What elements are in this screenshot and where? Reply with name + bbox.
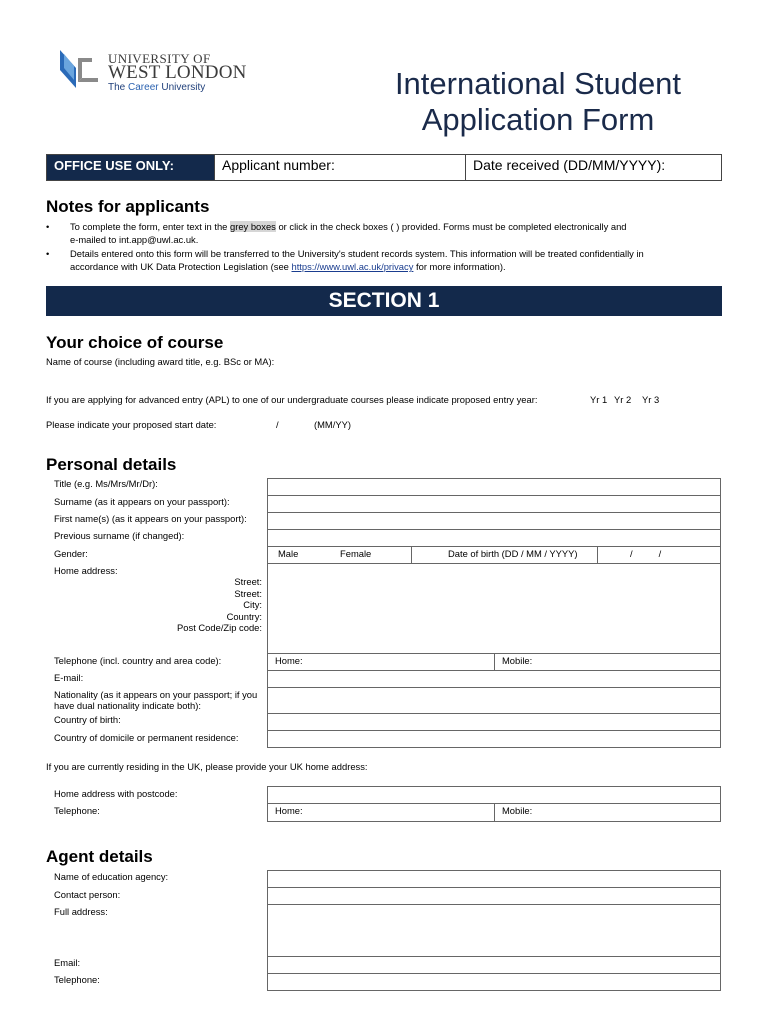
- university-logo-mark: [58, 48, 102, 92]
- divider: [494, 803, 495, 822]
- street1-label: Street:: [234, 576, 262, 587]
- dob-input[interactable]: / /: [630, 548, 662, 559]
- birth-country-label: Country of birth:: [54, 714, 121, 725]
- apl-label: If you are applying for advanced entry (APL) to one of our undergraduate courses please indicate proposed entry year:: [46, 394, 538, 405]
- logo-west-london: WEST LONDON: [108, 62, 247, 83]
- note-2: • Details entered onto this form will be transferred to the University's student records system. This information will be treated confidentially in accordance with UK Data Protection Legislation (see https://www.uwl.ac.uk/privacy for more information).: [46, 248, 644, 272]
- previous-surname-label: Previous surname (if changed):: [54, 530, 185, 541]
- privacy-link[interactable]: https://www.uwl.ac.uk/privacy: [291, 261, 414, 272]
- surname-input[interactable]: [267, 495, 721, 513]
- logo-university-of: UNIVERSITY OF: [108, 51, 211, 66]
- form-title: International Student Application Form: [394, 66, 682, 137]
- gender-female-option[interactable]: Female: [340, 548, 372, 559]
- agency-name-label: Name of education agency:: [54, 871, 169, 882]
- home-address-label: Home address:: [54, 565, 118, 576]
- agent-telephone-label: Telephone:: [54, 974, 100, 985]
- nationality-label-2: have dual nationality indicate both):: [54, 700, 201, 711]
- agent-telephone-input[interactable]: [267, 973, 721, 991]
- start-date-slash: /: [276, 419, 279, 430]
- applicant-number-field[interactable]: Applicant number:: [214, 155, 465, 180]
- course-name-label: Name of course (including award title, e.g. BSc or MA):: [46, 356, 275, 367]
- email-input[interactable]: [267, 670, 721, 688]
- date-received-field[interactable]: Date received (DD/MM/YYYY):: [465, 155, 721, 180]
- street2-label: Street:: [234, 588, 262, 599]
- surname-label: Surname (as it appears on your passport):: [54, 496, 230, 507]
- agency-name-input[interactable]: [267, 870, 721, 888]
- section-1-header: SECTION 1: [46, 286, 722, 316]
- agent-address-label: Full address:: [54, 906, 108, 917]
- city-label: City:: [243, 599, 262, 610]
- contact-person-input[interactable]: [267, 887, 721, 905]
- uk-address-intro: If you are currently residing in the UK, please provide your UK home address:: [46, 761, 368, 772]
- logo-tagline: The Career University: [108, 82, 206, 93]
- note-1: • To complete the form, enter text in the grey boxes or click in the check boxes ( ) provided. Forms must be completed electronically and e-mailed to int.app@uwl.ac.uk.: [46, 221, 627, 245]
- title-label: Title (e.g. Ms/Mrs/Mr/Dr):: [54, 478, 158, 489]
- start-date-label: Please indicate your proposed start date:: [46, 419, 217, 430]
- divider: [411, 546, 412, 564]
- email-label: E-mail:: [54, 672, 84, 683]
- nationality-input[interactable]: [267, 687, 721, 714]
- title-input[interactable]: [267, 478, 721, 496]
- agent-email-label: Email:: [54, 957, 81, 968]
- uk-telephone-label: Telephone:: [54, 805, 100, 816]
- domicile-label: Country of domicile or permanent residence:: [54, 732, 239, 743]
- office-use-box: [46, 154, 722, 181]
- dob-label: Date of birth (DD / MM / YYYY): [448, 548, 578, 559]
- grey-box-example: grey boxes: [229, 221, 276, 232]
- birth-country-input[interactable]: [267, 713, 721, 731]
- telephone-home-field[interactable]: Home:: [275, 655, 303, 666]
- yr3-option[interactable]: Yr 3: [642, 394, 660, 405]
- personal-heading: Personal details: [46, 455, 177, 474]
- telephone-label: Telephone (incl. country and area code):: [54, 655, 222, 666]
- uk-address-input[interactable]: [267, 786, 721, 804]
- agent-heading: Agent details: [46, 847, 153, 866]
- telephone-mobile-field[interactable]: Mobile:: [502, 655, 533, 666]
- contact-person-label: Contact person:: [54, 889, 121, 900]
- uk-telephone-mobile-field[interactable]: Mobile:: [502, 805, 533, 816]
- yr1-option[interactable]: Yr 1: [590, 394, 608, 405]
- agent-email-input[interactable]: [267, 956, 721, 974]
- notes-heading: Notes for applicants: [46, 197, 210, 216]
- course-heading: Your choice of course: [46, 333, 224, 352]
- gender-label: Gender:: [54, 548, 88, 559]
- domicile-input[interactable]: [267, 730, 721, 748]
- start-date-format: (MM/YY): [314, 419, 351, 430]
- divider: [597, 546, 598, 564]
- agent-address-input[interactable]: [267, 904, 721, 957]
- office-use-label: OFFICE USE ONLY:: [47, 155, 214, 180]
- divider: [494, 653, 495, 671]
- uk-telephone-home-field[interactable]: Home:: [275, 805, 303, 816]
- nationality-label-1: Nationality (as it appears on your passport; if you: [54, 689, 258, 700]
- uk-address-label: Home address with postcode:: [54, 788, 178, 799]
- first-name-label: First name(s) (as it appears on your passport):: [54, 513, 247, 524]
- gender-male-option[interactable]: Male: [278, 548, 299, 559]
- yr2-option[interactable]: Yr 2: [614, 394, 632, 405]
- previous-surname-input[interactable]: [267, 529, 721, 547]
- first-name-input[interactable]: [267, 512, 721, 530]
- country-label: Country:: [226, 611, 262, 622]
- postcode-label: Post Code/Zip code:: [177, 622, 262, 633]
- home-address-input[interactable]: [267, 563, 721, 654]
